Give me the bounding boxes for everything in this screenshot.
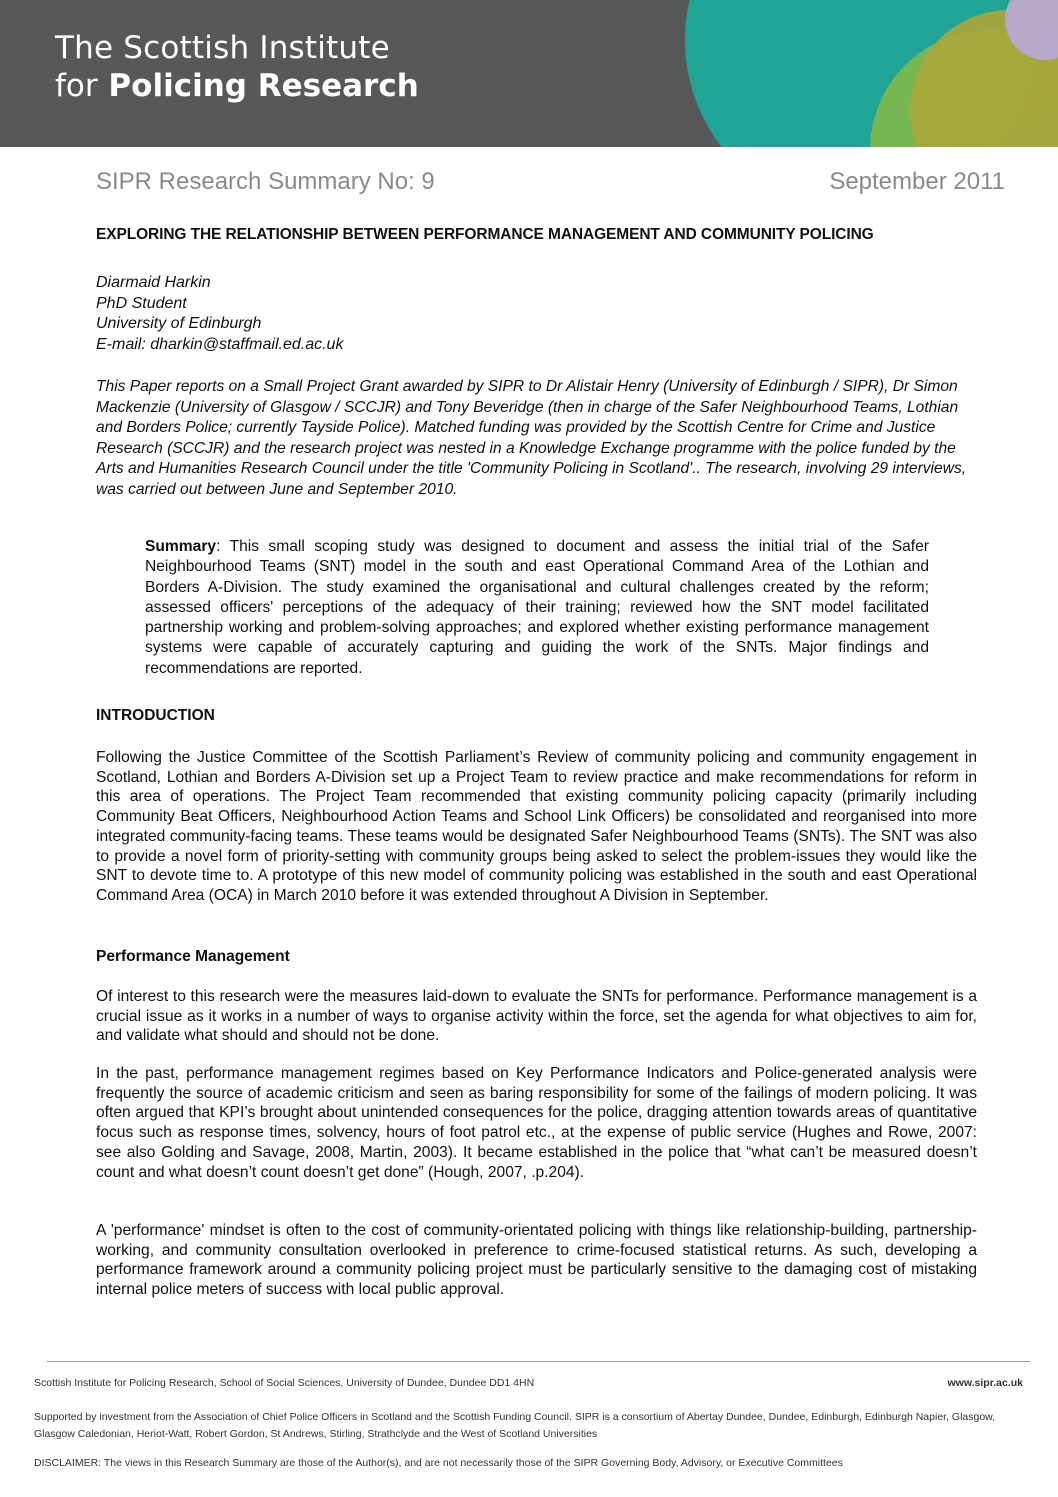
- header-banner: [0, 0, 1058, 147]
- grant-statement: This Paper reports on a Small Project Grant awarded by SIPR to Dr Alistair Henry (University of Edinburgh / SIPR), Dr Simon Mackenzie (University of Glasgow / SCCJR) and Tony Beveridge (then in charge of the Safer Neighbourhood Teams, Lothian and Borders Police; currently Tayside Police). Matched funding was provided by the Scottish Centre for Crime and Justice Research (SCCJR) and the research project was nested in a Knowledge Exchange programme with the police funded by the Arts and Humanities Research Council under the title 'Community Policing in Scotland'.. The research, involving 29 interviews, was carried out between June and September 2010.: [96, 378, 967, 498]
- summary-abstract: [145, 537, 929, 679]
- performance-heading: Performance Management: [96, 948, 290, 965]
- author-email: E-mail: dharkin@staffmail.ed.ac.uk: [96, 335, 344, 353]
- document-title: EXPLORING THE RELATIONSHIP BETWEEN PERFORMANCE MANAGEMENT AND COMMUNITY POLICING: [96, 226, 874, 243]
- author-role: PhD Student: [96, 294, 187, 312]
- footer-address: Scottish Institute for Policing Research, School of Social Sciences, University of Dundee, Dundee DD1 4HN: [34, 1377, 535, 1389]
- author-block: [96, 273, 343, 355]
- institute-logo: [55, 30, 419, 106]
- brand-line2: [55, 66, 419, 106]
- summary-number: SIPR Research Summary No: 9: [96, 168, 435, 195]
- summary-text: : This small scoping study was designed to document and assess the initial trial of the Safer Neighbourhood Teams (SNT) model in the south and east Operational Command Area of the Lothian and Borders A-Division. The study examined the organisational and cultural challenges created by the reform; assessed officers' perceptions of the adequacy of their training; reviewed how the SNT model facilitated partnership working and problem-solving approaches; and explored whether existing performance management systems were capable of accurately capturing and guiding the work of the SNTs. Major findings and recommendations are reported.: [145, 538, 929, 677]
- author-affiliation: University of Edinburgh: [96, 315, 262, 333]
- performance-paragraph-3: A 'performance' mindset is often to the cost of community-orientated policing with things like relationship-building, partnership-working, and community consultation overlooked in preference to crime-focused statistical returns. As such, developing a performance framework around a community policing project must be particularly sensitive to the damaging cost of mistaking internal police meters of success with local public approval.: [96, 1222, 977, 1299]
- brand-line1: The Scottish Institute: [55, 30, 390, 66]
- performance-paragraph-1: Of interest to this research were the measures laid-down to evaluate the SNTs for performance. Performance management is a crucial issue as it works in a number of ways to organise activity within the force, set the agenda for what objectives to aim for, and validate what should and should not be done.: [96, 988, 977, 1045]
- footer-support: Supported by investment from the Association of Chief Police Officers in Scotland and the Scottish Funding Council. SIPR is a consortium of Abertay Dundee, Dundee, Edinburgh, Edinburgh Napier, Glasgow, Glasgow Caledonian, Heriot-Watt, Robert Gordon, St Andrews, Stirling, Strathclyde and the West of Scotland Universities: [34, 1411, 996, 1440]
- introduction-paragraph: Following the Justice Committee of the Scottish Parliament’s Review of community policing and community engagement in Scotland, Lothian and Borders A-Division set up a Project Team to review practice and make recommendations for reform in this area of operations. The Project Team recommended that existing community policing capacity (primarily including Community Beat Officers, Neighbourhood Action Teams and School Link Officers) be consolidated and reorganised into more integrated community-facing teams. These teams would be designated Safer Neighbourhood Teams (SNTs). The SNT was also to provide a novel form of priority-setting with community groups being asked to select the problem-issues they would like the SNT to devote time to. A prototype of this new model of community policing was established in the south and east Operational Command Area (OCA) in March 2010 before it was extended throughout A Division in September.: [96, 749, 977, 904]
- publication-date: September 2011: [829, 168, 1005, 195]
- footer-website-link[interactable]: www.sipr.ac.uk: [947, 1377, 1023, 1389]
- footer-disclaimer: DISCLAIMER: The views in this Research Summary are those of the Author(s), and are not necessarily those of the SIPR Governing Body, Advisory, or Executive Committees: [34, 1457, 843, 1469]
- author-name: Diarmaid Harkin: [96, 274, 211, 291]
- brand-line2-bold: Policing Research: [108, 68, 419, 104]
- performance-paragraph-2: In the past, performance management regimes based on Key Performance Indicators and Police-generated analysis were frequently the source of academic criticism and seen as baring responsibility for some of the failings of modern policing. It was often argued that KPI’s brought about unintended consequences for the police, dragging attention towards areas of quantitative focus such as response times, solvency, hours of foot patrol etc., at the expense of public service (Hughes and Rowe, 2007: see also Golding and Savage, 2008, Martin, 2003). It became established in the police that “what can’t be measured doesn’t count and what doesn’t count doesn’t get done” (Hough, 2007, .p.204).: [96, 1065, 977, 1181]
- introduction-heading: INTRODUCTION: [96, 707, 215, 724]
- brand-line2-prefix: for: [55, 68, 98, 104]
- footer-divider: [47, 1361, 1030, 1362]
- summary-label: Summary: [145, 538, 217, 555]
